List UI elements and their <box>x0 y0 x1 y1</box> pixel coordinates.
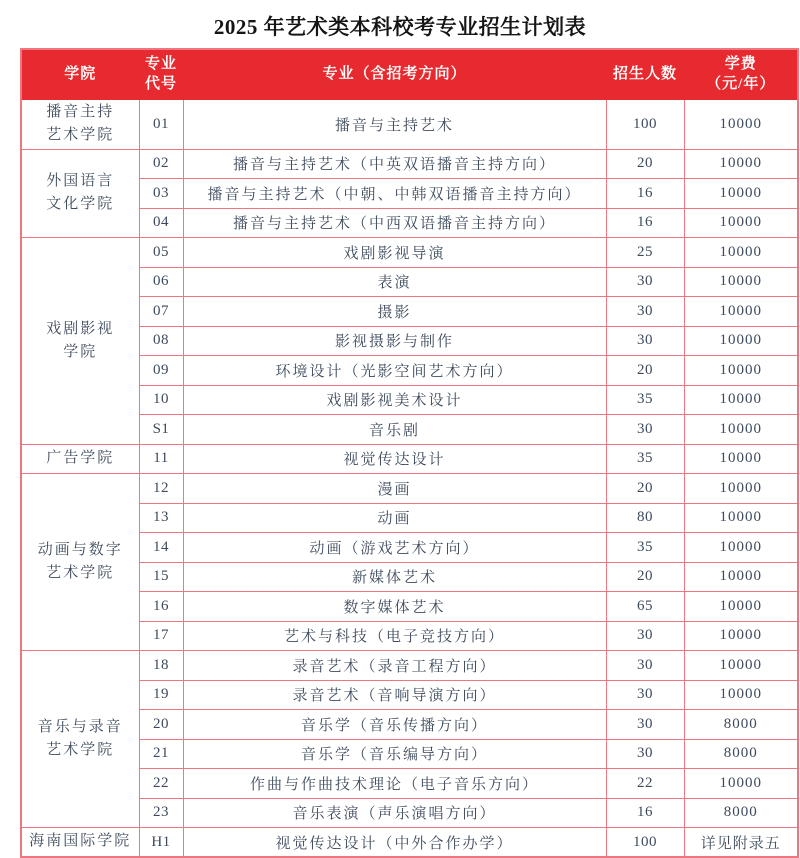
major-code-cell: 13 <box>139 503 183 533</box>
major-name-cell: 音乐表演（声乐演唱方向） <box>183 798 606 828</box>
college-cell <box>21 651 139 828</box>
column-header-line: 专业 <box>144 56 177 72</box>
column-header-4 <box>684 49 798 99</box>
tuition-cell: 10000 <box>684 356 798 386</box>
major-code-cell: 18 <box>139 651 183 681</box>
tuition-cell: 8000 <box>684 798 798 828</box>
major-name-cell: 环境设计（光影空间艺术方向） <box>183 356 606 386</box>
header-row <box>21 49 798 99</box>
page-title: 2025 年艺术类本科校考专业招生计划表 <box>213 15 587 39</box>
major-code-cell: 04 <box>139 208 183 238</box>
tuition-cell: 10000 <box>684 533 798 563</box>
major-code-cell: 08 <box>139 326 183 356</box>
tuition-cell: 8000 <box>684 739 798 769</box>
college-name-line: 文化学院 <box>46 196 115 213</box>
table-header <box>21 49 798 99</box>
tuition-cell: 10000 <box>684 149 798 179</box>
major-code-cell: 02 <box>139 149 183 179</box>
major-name-cell: 艺术与科技（电子竞技方向） <box>183 621 606 651</box>
major-code-cell: 10 <box>139 385 183 415</box>
major-name-cell: 播音与主持艺术 <box>183 99 606 149</box>
tuition-cell: 8000 <box>684 710 798 740</box>
major-code-cell: 20 <box>139 710 183 740</box>
major-code-cell: 19 <box>139 680 183 710</box>
college-cell <box>21 238 139 445</box>
college-cell <box>21 149 139 238</box>
tuition-cell: 10000 <box>684 621 798 651</box>
enrollment-count-cell: 16 <box>606 208 684 238</box>
major-name-cell: 视觉传达设计（中外合作办学） <box>183 828 606 858</box>
major-name-cell: 戏剧影视美术设计 <box>183 385 606 415</box>
major-name-cell: 作曲与作曲技术理论（电子音乐方向） <box>183 769 606 799</box>
major-name-cell: 播音与主持艺术（中英双语播音主持方向） <box>183 149 606 179</box>
college-name-line: 学院 <box>63 343 98 360</box>
table-row <box>21 828 798 858</box>
enrollment-count-cell: 25 <box>606 238 684 268</box>
college-name-line: 艺术学院 <box>46 565 115 581</box>
enrollment-count-cell: 30 <box>606 680 684 710</box>
college-name-line: 播音主持 <box>46 103 115 120</box>
enrollment-count-cell: 20 <box>606 562 684 592</box>
tuition-cell: 10000 <box>684 444 798 474</box>
tuition-cell: 10000 <box>684 179 798 209</box>
college-name-line: 动画与数字 <box>37 541 123 558</box>
major-code-cell: 03 <box>139 179 183 209</box>
enrollment-count-cell: 100 <box>606 99 684 149</box>
tuition-cell: 10000 <box>684 562 798 592</box>
column-header-line: 学费 <box>724 56 757 72</box>
tuition-cell: 10000 <box>684 503 798 533</box>
tuition-cell: 10000 <box>684 297 798 327</box>
enrollment-count-cell: 30 <box>606 739 684 769</box>
enrollment-count-cell: 30 <box>606 415 684 445</box>
enrollment-count-cell: 16 <box>606 179 684 209</box>
college-cell <box>21 99 139 149</box>
tuition-cell: 10000 <box>684 651 798 681</box>
college-name-line: 音乐与录音 <box>37 718 123 735</box>
major-name-cell: 音乐学（音乐编导方向） <box>183 739 606 769</box>
tuition-cell: 10000 <box>684 415 798 445</box>
major-name-cell: 动画（游戏艺术方向） <box>183 533 606 563</box>
column-header-3 <box>606 49 684 99</box>
enrollment-count-cell: 35 <box>606 533 684 563</box>
college-cell <box>21 444 139 474</box>
major-code-cell: S1 <box>139 415 183 445</box>
enrollment-count-cell: 30 <box>606 267 684 297</box>
tuition-cell: 10000 <box>684 385 798 415</box>
major-code-cell: 23 <box>139 798 183 828</box>
table-body <box>21 99 798 857</box>
enrollment-count-cell: 80 <box>606 503 684 533</box>
enrollment-count-cell: 20 <box>606 356 684 386</box>
major-name-cell: 表演 <box>183 267 606 297</box>
enrollment-count-cell: 30 <box>606 297 684 327</box>
major-name-cell: 录音艺术（音响导演方向） <box>183 680 606 710</box>
college-name-line: 外国语言 <box>46 173 115 189</box>
major-code-cell: 22 <box>139 769 183 799</box>
tuition-cell: 10000 <box>684 474 798 504</box>
tuition-cell: 10000 <box>684 238 798 268</box>
major-code-cell: 14 <box>139 533 183 563</box>
major-code-cell: 11 <box>139 444 183 474</box>
major-name-cell: 音乐剧 <box>183 415 606 445</box>
tuition-cell: 10000 <box>684 267 798 297</box>
tuition-cell: 10000 <box>684 592 798 622</box>
major-name-cell: 戏剧影视导演 <box>183 238 606 268</box>
major-name-cell: 音乐学（音乐传播方向） <box>183 710 606 740</box>
major-name-cell: 摄影 <box>183 297 606 327</box>
major-name-cell: 播音与主持艺术（中朝、中韩双语播音主持方向） <box>183 179 606 209</box>
enrollment-count-cell: 30 <box>606 621 684 651</box>
college-cell <box>21 474 139 651</box>
column-header-line: 专业（含招考方向） <box>322 66 467 83</box>
enrollment-count-cell: 22 <box>606 769 684 799</box>
major-code-cell: 15 <box>139 562 183 592</box>
column-header-line: 招生人数 <box>612 66 677 83</box>
enrollment-count-cell: 20 <box>606 149 684 179</box>
column-header-line: 学院 <box>64 66 97 83</box>
table-row <box>21 651 798 681</box>
tuition-cell: 10000 <box>684 769 798 799</box>
college-name-line: 艺术学院 <box>46 742 115 758</box>
table-row <box>21 99 798 149</box>
college-name-line: 广告学院 <box>46 450 115 467</box>
tuition-cell: 10000 <box>684 99 798 149</box>
enrollment-count-cell: 35 <box>606 385 684 415</box>
table-row <box>21 149 798 179</box>
major-name-cell: 播音与主持艺术（中西双语播音主持方向） <box>183 208 606 238</box>
major-code-cell: 16 <box>139 592 183 622</box>
college-cell <box>21 828 139 858</box>
enrollment-count-cell: 65 <box>606 592 684 622</box>
column-header-line: （元/年） <box>706 76 776 93</box>
enrollment-plan-table <box>20 48 799 858</box>
table-row <box>21 238 798 268</box>
column-header-line: 代号 <box>144 76 177 93</box>
table-row <box>21 474 798 504</box>
enrollment-count-cell: 30 <box>606 651 684 681</box>
enrollment-count-cell: 35 <box>606 444 684 474</box>
column-header-1 <box>139 49 183 99</box>
major-name-cell: 动画 <box>183 503 606 533</box>
enrollment-count-cell: 20 <box>606 474 684 504</box>
college-name-line: 艺术学院 <box>46 127 115 143</box>
tuition-cell: 10000 <box>684 680 798 710</box>
column-header-2 <box>183 49 606 99</box>
column-header-0 <box>21 49 139 99</box>
major-code-cell: 21 <box>139 739 183 769</box>
enrollment-count-cell: 100 <box>606 828 684 858</box>
major-name-cell: 视觉传达设计 <box>183 444 606 474</box>
enrollment-count-cell: 30 <box>606 710 684 740</box>
table-row <box>21 444 798 474</box>
enrollment-count-cell: 16 <box>606 798 684 828</box>
major-code-cell: 12 <box>139 474 183 504</box>
college-name-line: 戏剧影视 <box>46 320 115 337</box>
major-code-cell: 07 <box>139 297 183 327</box>
major-name-cell: 数字媒体艺术 <box>183 592 606 622</box>
major-code-cell: 01 <box>139 99 183 149</box>
major-name-cell: 录音艺术（录音工程方向） <box>183 651 606 681</box>
major-name-cell: 新媒体艺术 <box>183 562 606 592</box>
major-code-cell: 17 <box>139 621 183 651</box>
enrollment-count-cell: 30 <box>606 326 684 356</box>
major-name-cell: 影视摄影与制作 <box>183 326 606 356</box>
tuition-cell: 详见附录五 <box>684 828 798 858</box>
tuition-cell: 10000 <box>684 326 798 356</box>
tuition-cell: 10000 <box>684 208 798 238</box>
major-code-cell: 05 <box>139 238 183 268</box>
major-name-cell: 漫画 <box>183 474 606 504</box>
college-name-line: 海南国际学院 <box>29 833 132 850</box>
major-code-cell: H1 <box>139 828 183 858</box>
major-code-cell: 09 <box>139 356 183 386</box>
major-code-cell: 06 <box>139 267 183 297</box>
